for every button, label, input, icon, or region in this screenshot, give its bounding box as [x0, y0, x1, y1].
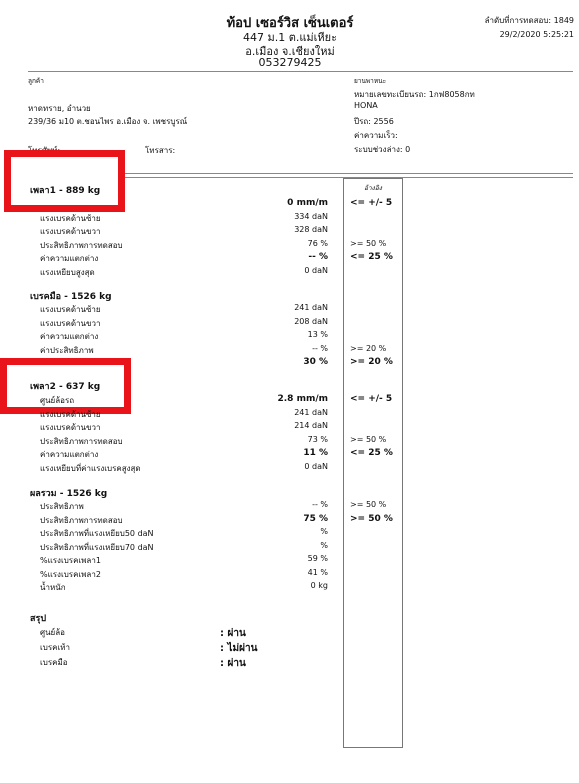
row-reference: >= 50 % — [350, 238, 387, 248]
row-value: 41 % — [307, 567, 328, 577]
row-value: 11 % — [303, 448, 328, 458]
row-value: -- % — [308, 252, 328, 262]
row-reference: <= +/- 5 — [350, 394, 393, 404]
row-label: ประสิทธิภาพการทดสอบ — [40, 515, 123, 525]
row-value: 0 kg — [310, 581, 328, 590]
row-value: 76 % — [307, 238, 328, 248]
axle1-highlight-box — [4, 150, 125, 212]
company-name: ท้อป เซอร์วิส เซ็นเตอร์ — [226, 16, 354, 31]
row-value: 214 daN — [294, 421, 328, 430]
row-label: ค่าประสิทธิภาพ — [40, 345, 94, 355]
customer-address: 239/36 ม10 ต.ชอนไพร อ.เมือง จ. เพชรบูรณ์ — [28, 117, 188, 126]
summary-value: : ผ่าน — [220, 658, 246, 669]
row-value: 75 % — [303, 513, 328, 524]
vehicle-label: ยานพาหนะ — [354, 77, 387, 85]
row-value: 13 % — [307, 330, 328, 339]
total-title: ผลรวม - 1526 kg — [30, 489, 108, 499]
customer-fax-label: โทรสาร: — [145, 146, 176, 155]
axle1-title: เพลา1 - 889 kg — [30, 186, 101, 196]
row-value: 0 daN — [304, 265, 328, 275]
row-reference: >= 20 % — [350, 343, 387, 353]
handbrake-title: เบรคมือ - 1526 kg — [30, 292, 112, 302]
row-reference: >= 50 % — [350, 513, 393, 524]
summary-label: ศูนย์ล้อ — [40, 628, 65, 637]
row-label: น้ำหนัก — [40, 583, 66, 592]
reference-column — [343, 178, 403, 748]
row-value: % — [320, 540, 328, 550]
row-label: ประสิทธิภาพ — [40, 502, 84, 511]
row-value: % — [320, 527, 328, 536]
row-value: 241 daN — [294, 303, 328, 312]
row-value: -- % — [312, 500, 328, 509]
row-label: ค่าความแตกต่าง — [40, 254, 99, 263]
row-label: แรงเบรคด้านซ้าย — [40, 409, 101, 419]
row-value: 73 % — [307, 434, 328, 444]
row-label: แรงเบรคด้านซ้าย — [40, 213, 101, 223]
row-label: %แรงเบรคเพลา2 — [40, 569, 101, 579]
summary-label: เบรคมือ — [40, 658, 68, 667]
row-value: 208 daN — [294, 316, 328, 326]
row-reference: <= 25 % — [350, 448, 393, 458]
vehicle-year: ปีรถ: 2556 — [354, 117, 394, 126]
summary-label: เบรคเท้า — [40, 643, 70, 652]
row-label: แรงเหยียบสูงสุด — [40, 267, 95, 277]
company-address-line1: 447 ม.1 ต.แม่เหียะ — [242, 31, 338, 44]
company-address-line2: อ.เมือง จ.เชียงใหม่ — [245, 45, 335, 58]
row-value: 334 daN — [294, 211, 328, 221]
row-label: แรงเบรคด้านขวา — [40, 318, 101, 328]
row-label: ค่าความแตกต่าง — [40, 450, 99, 459]
row-reference: >= 20 % — [350, 357, 393, 367]
row-label: ประสิทธิภาพการทดสอบ — [40, 240, 123, 250]
vehicle-brand: HONA — [354, 101, 378, 110]
company-phone: 053279425 — [258, 56, 322, 69]
summary-value: : ไม่ผ่าน — [220, 643, 258, 654]
row-label: %แรงเบรคเพลา1 — [40, 556, 101, 565]
customer-name: หาดทราย, อำนวย — [28, 104, 91, 113]
row-value: 59 % — [307, 554, 328, 563]
row-label: แรงเบรคด้านขวา — [40, 227, 101, 236]
summary-value: : ผ่าน — [220, 628, 246, 639]
row-value: 241 daN — [294, 407, 328, 417]
vehicle-speed: ค่าความเร็ว: — [354, 131, 398, 140]
vehicle-suspension: ระบบช่วงล่าง: 0 — [354, 145, 411, 154]
row-value: 0 mm/m — [287, 198, 328, 208]
row-value: 328 daN — [294, 225, 328, 234]
row-value: 2.8 mm/m — [277, 394, 328, 404]
row-value: 30 % — [303, 357, 328, 367]
row-reference: <= 25 % — [350, 252, 393, 262]
row-label: ประสิทธิภาพที่แรงเหยียบ50 daN — [40, 529, 154, 538]
row-label: แรงเหยียบที่ค่าแรงเบรคสูงสุด — [40, 463, 141, 473]
row-label: แรงเบรคด้านขวา — [40, 423, 101, 432]
axle2-title: เพลา2 - 637 kg — [30, 382, 101, 392]
row-reference: >= 50 % — [350, 434, 387, 444]
customer-label: ลูกค้า — [28, 77, 44, 85]
row-value: 0 daN — [304, 461, 328, 471]
reference-header: อ้างอิง — [364, 184, 382, 192]
row-label: ศูนย์ล้อรถ — [40, 396, 75, 405]
row-label: ประสิทธิภาพการทดสอบ — [40, 436, 123, 446]
row-label: ประสิทธิภาพที่แรงเหยียบ70 daN — [40, 542, 154, 552]
summary-title: สรุป — [30, 614, 47, 624]
test-sequence: ลำดับที่การทดสอบ: 1849 — [484, 16, 574, 25]
row-value: -- % — [312, 343, 328, 353]
vehicle-plate: หมายเลขทะเบียนรถ: 1กฟ8058กท — [354, 90, 475, 99]
row-label: แรงเบรคด้านซ้าย — [40, 305, 101, 314]
row-reference: >= 50 % — [350, 500, 387, 509]
header-divider — [28, 71, 573, 72]
row-reference: <= +/- 5 — [350, 198, 393, 208]
row-label: ค่าความแตกต่าง — [40, 332, 99, 341]
test-datetime: 29/2/2020 5:25:21 — [499, 30, 574, 39]
